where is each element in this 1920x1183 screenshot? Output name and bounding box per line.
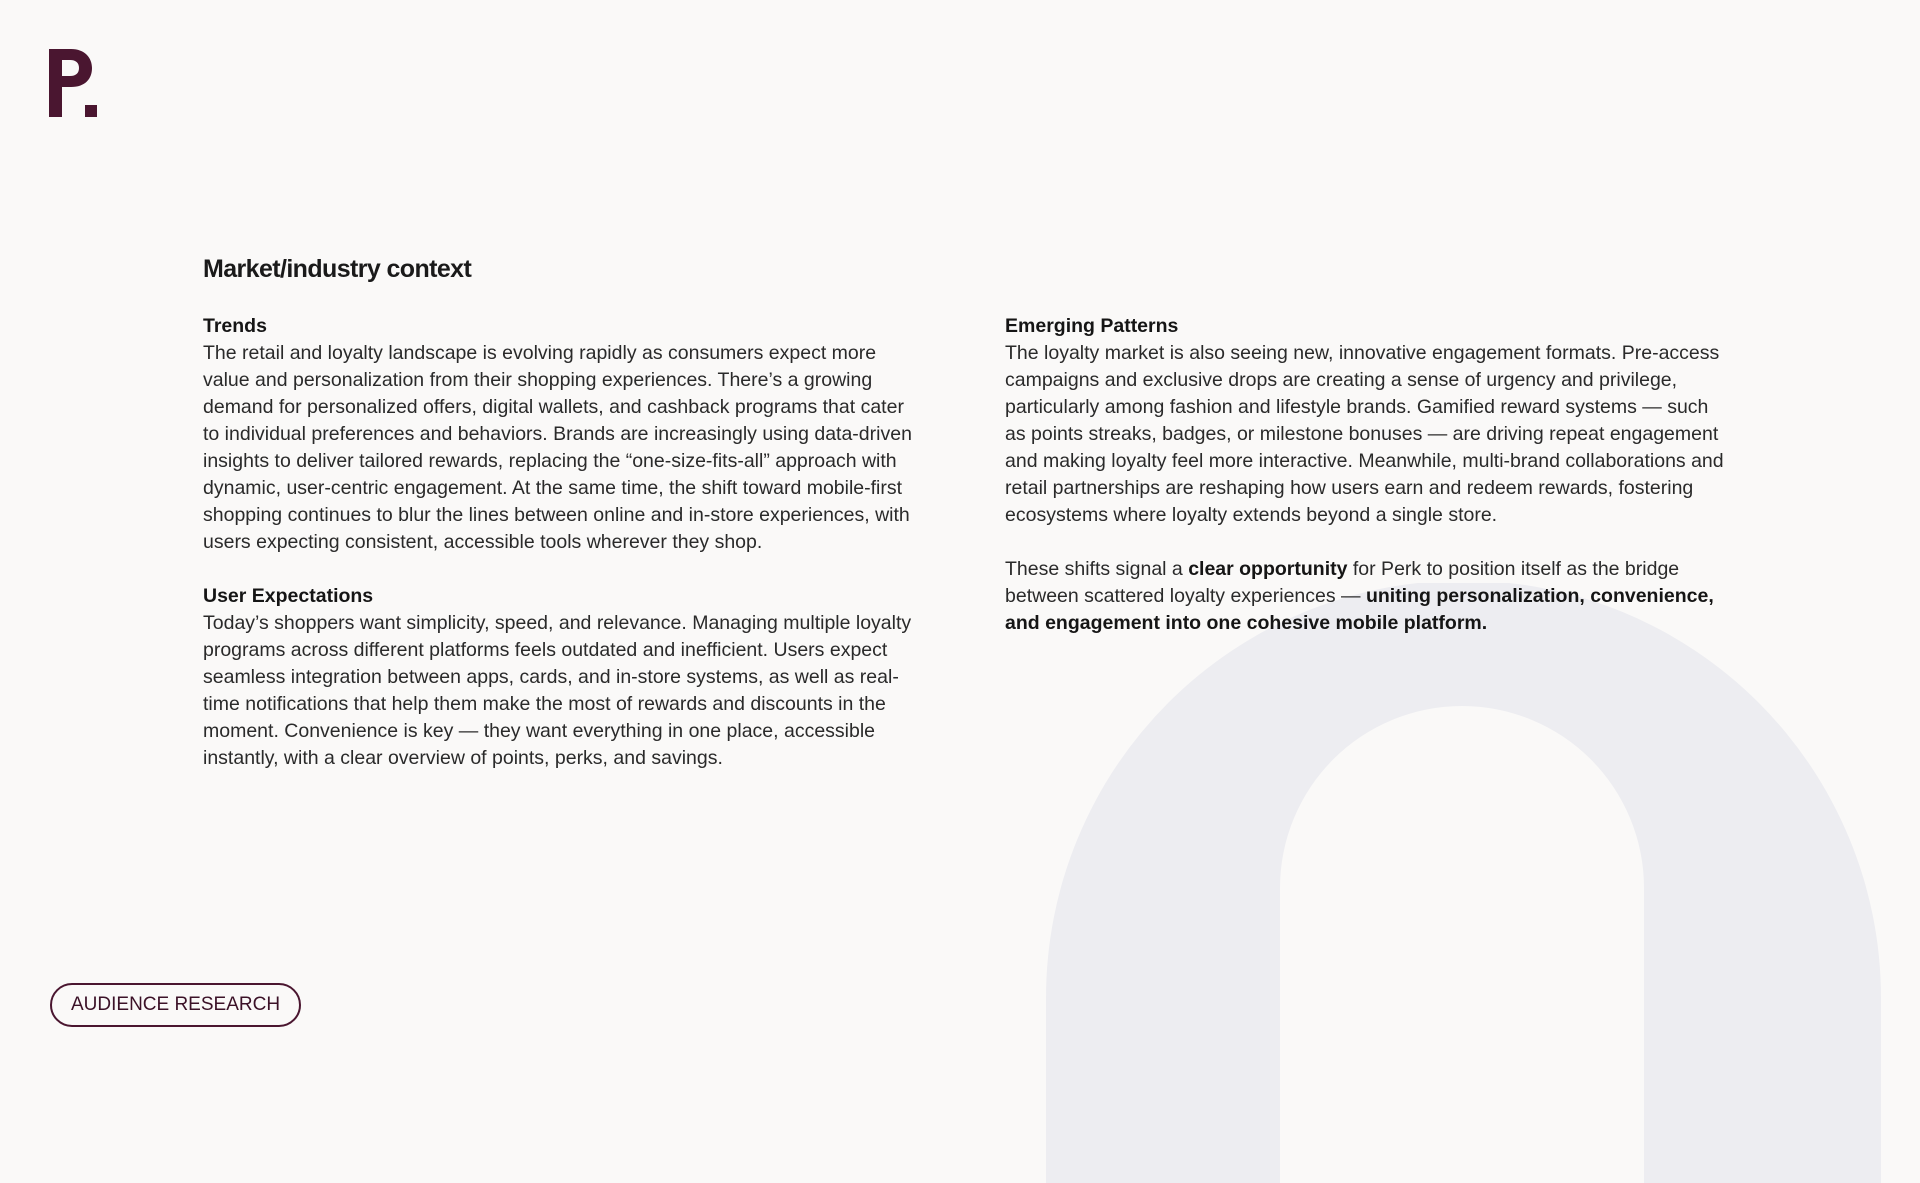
page-title: Market/industry context (203, 255, 472, 283)
conclusion-highlight-1: clear opportunity (1188, 558, 1348, 580)
user-expectations-heading: User Expectations (203, 585, 374, 607)
trends-heading: Trends (203, 315, 267, 337)
conclusion-text-1: These shifts signal a (1005, 558, 1189, 580)
emerging-patterns-body: The loyalty market is also seeing new, innovative engagement formats. Pre-access campaigns and exclusive drops are creating a sense of urgency and privilege, particularly among fashion and lifestyle brands. Gamified reward systems — such as points streaks, badges, or milestone bonuses — are driving repeat engagement and making loyalty feel more interactive. Meanwhile, multi-brand collaborations and retail partnerships are reshaping how users earn and redeem rewards, fostering ecosystems where loyalty extends beyond a single store. (1005, 342, 1724, 526)
conclusion-paragraph (1005, 556, 1725, 637)
audience-research-tag: AUDIENCE RESEARCH (50, 983, 301, 1027)
emerging-patterns-heading: Emerging Patterns (1005, 315, 1179, 337)
left-column (203, 313, 923, 799)
right-column (1005, 313, 1725, 664)
user-expectations-body: Today’s shoppers want simplicity, speed, and relevance. Managing multiple loyalty programs across different platforms feels outdated and inefficient. Users expect seamless integration between apps, cards, and in-store systems, as well as real-time notifications that help them make the most of rewards and discounts in the moment. Convenience is key — they want everything in one place, accessible instantly, with a clear overview of points, perks, and savings. (203, 612, 912, 769)
conclusion-highlight-2: uniting personalization, convenience, and engagement into one cohesive mobile platform. (1005, 585, 1714, 634)
perk-p-logo-icon (49, 49, 99, 119)
trends-body: The retail and loyalty landscape is evolving rapidly as consumers expect more value and personalization from their shopping experiences. There’s a growing demand for personalized offers, digital wallets, and cashback programs that cater to individual preferences and behaviors. Brands are increasingly using data-driven insights to deliver tailored rewards, replacing the “one-size-fits-all” approach with dynamic, user-centric engagement. At the same time, the shift toward mobile-first shopping continues to blur the lines between online and in-store experiences, with users expecting consistent, accessible tools wherever they shop. (203, 342, 912, 553)
conclusion-text-2: for Perk to position itself as the bridge between scattered loyalty experiences — (1005, 558, 1680, 607)
background-arch-shape (1046, 583, 1881, 1183)
